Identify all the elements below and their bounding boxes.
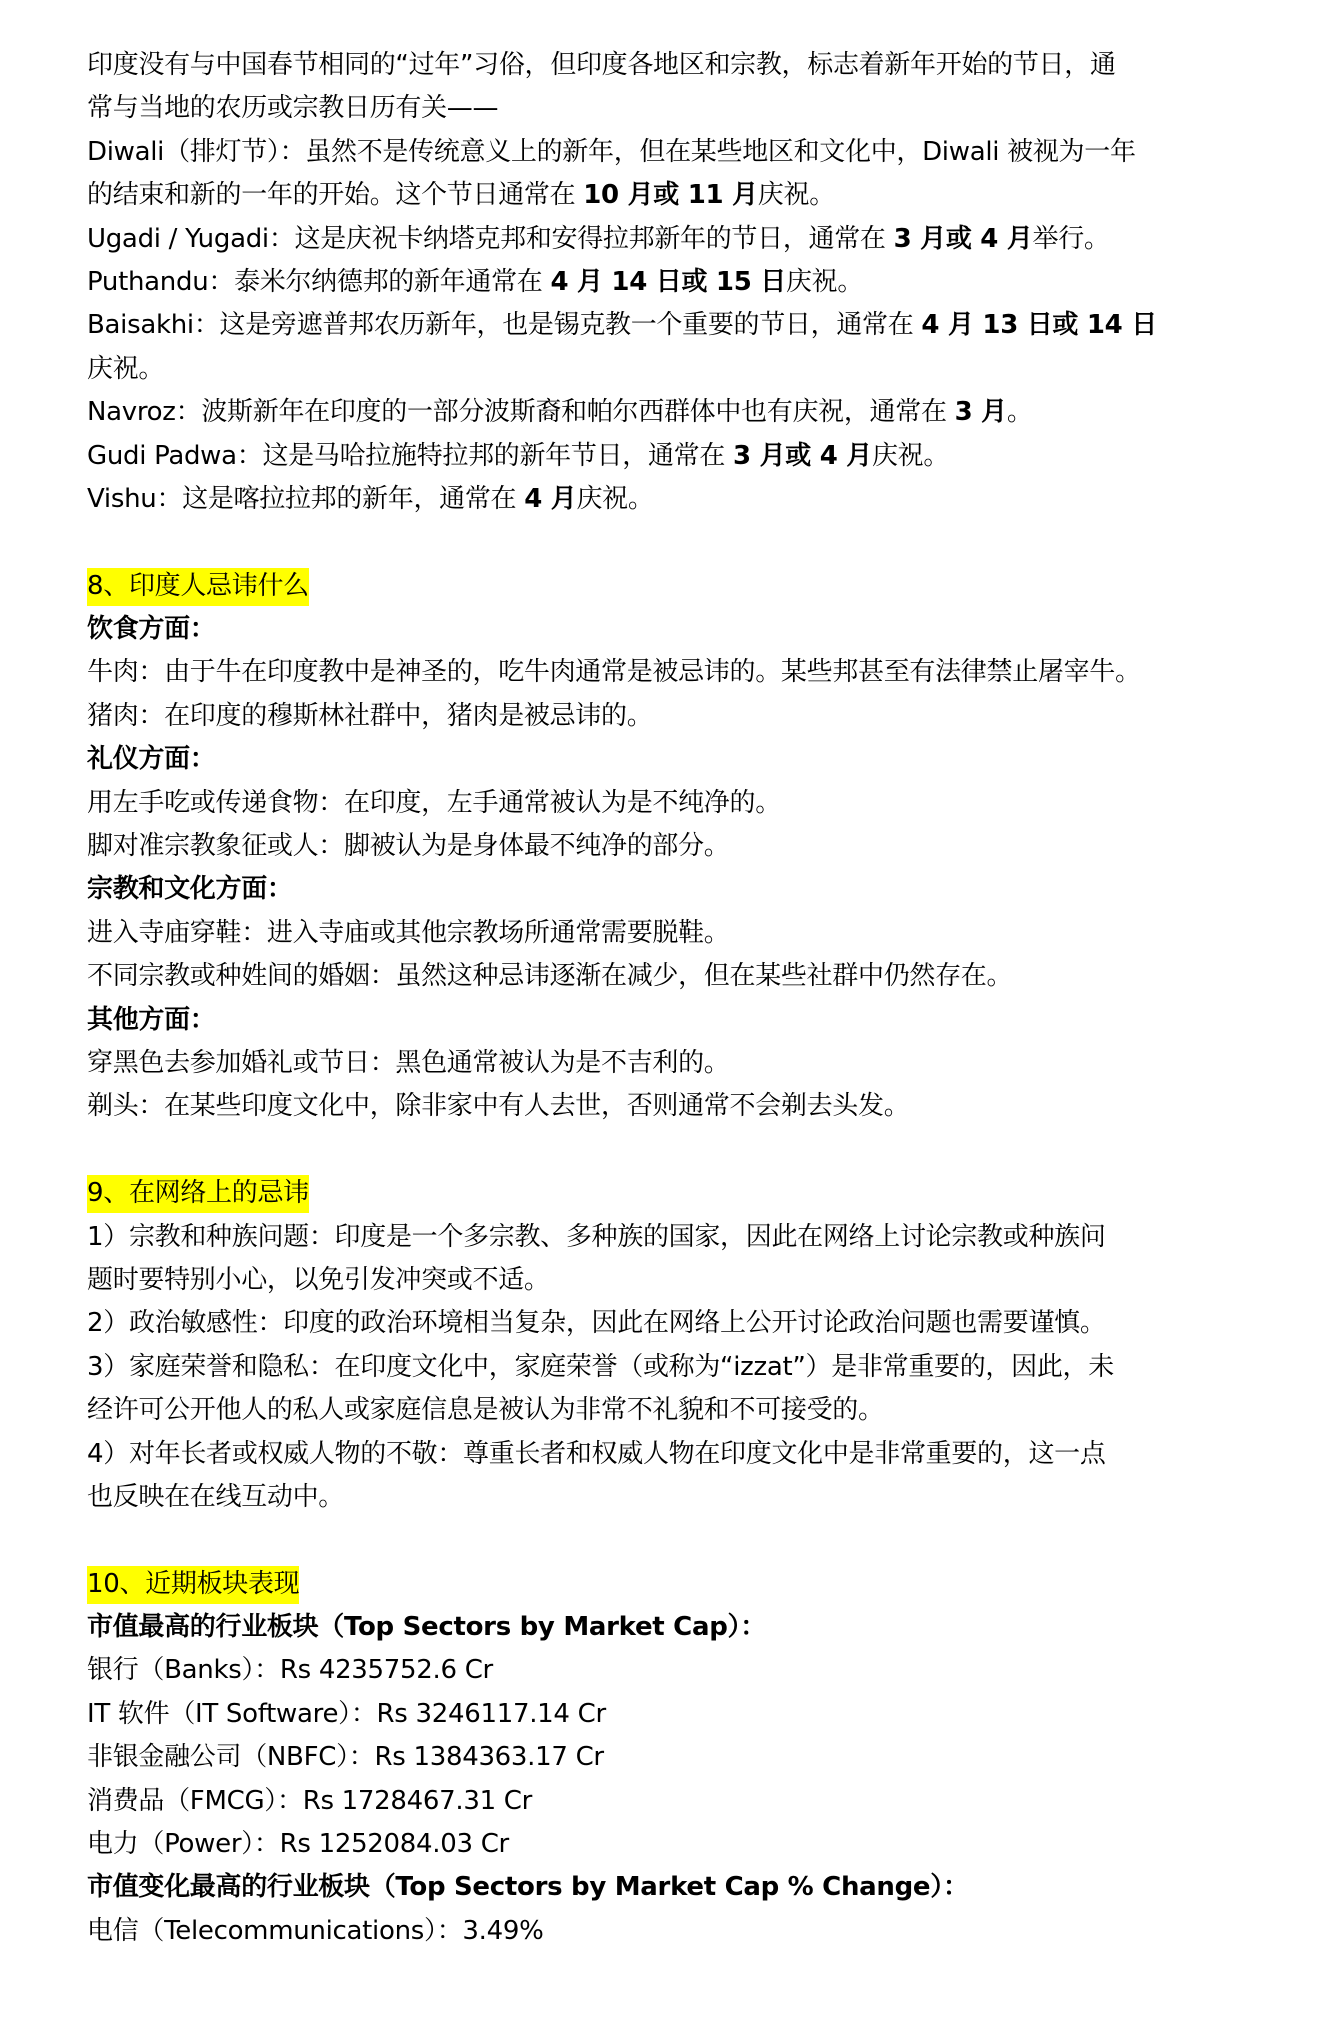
- taboo-item: 脚对准宗教象征或人：脚被认为是身体最不纯净的部分。: [87, 831, 730, 862]
- taboo-item: 猪肉：在印度的穆斯林社群中，猪肉是被忌讳的。: [87, 700, 653, 731]
- online-taboo-line: 4）对年长者或权威人物的不敬：尊重长者和权威人物在印度文化中是非常重要的，这一点: [87, 1438, 1106, 1469]
- section-8-heading: [87, 565, 1247, 608]
- festival-date: 3 月或 4 月: [733, 440, 872, 471]
- festival-text: Navroz：波斯新年在印度的一部分波斯裔和帕尔西群体中也有庆祝，通常在: [87, 397, 955, 428]
- festival-text: 庆祝。: [757, 180, 835, 211]
- taboo-item: 进入寺庙穿鞋：进入寺庙或其他宗教场所通常需要脱鞋。: [87, 917, 730, 948]
- taboo-item: 牛肉：由于牛在印度教中是神圣的，吃牛肉通常是被忌讳的。某些邦甚至有法律禁止屠宰牛。: [87, 657, 1141, 688]
- festival-navroz: [87, 391, 1247, 434]
- festival-diwali-cont: [87, 174, 1247, 217]
- blank-line: [87, 1129, 1247, 1172]
- festival-date: 10 月或 11 月: [583, 180, 758, 211]
- festival-text: 庆祝。: [871, 440, 950, 471]
- online-taboo-line: 也反映在在线互动中。: [87, 1481, 345, 1512]
- subheading-other: 其他方面：: [87, 1004, 216, 1035]
- festival-text: Puthandu：泰米尔纳德邦的新年通常在: [87, 266, 551, 297]
- blank-line: [87, 521, 1247, 564]
- festival-date: 4 月 13 日或 14 日: [921, 310, 1157, 341]
- festival-text: 的结束和新的一年的开始。这个节日通常在: [87, 180, 584, 211]
- subheading-etiquette: 礼仪方面：: [87, 744, 216, 775]
- festival-baisakhi: [87, 304, 1247, 347]
- market-cap-title: 市值最高的行业板块（Top Sectors by Market Cap）：: [87, 1612, 766, 1643]
- festival-baisakhi-cont: [87, 348, 1247, 391]
- festival-text: 庆祝。: [576, 483, 654, 514]
- intro-line: 印度没有与中国春节相同的“过年”习俗，但印度各地区和宗教，标志着新年开始的节日，通: [87, 50, 1116, 80]
- festival-vishu: [87, 478, 1247, 521]
- online-taboo-line: 1）宗教和种族问题：印度是一个多宗教、多种族的国家，因此在网络上讨论宗教或种族问: [87, 1221, 1106, 1252]
- festival-text: 举行。: [1032, 223, 1110, 254]
- sector-item: 电力（Power）：Rs 1252084.03 Cr: [87, 1829, 509, 1860]
- sector-item: 非银金融公司（NBFC）：Rs 1384363.17 Cr: [87, 1742, 604, 1773]
- online-taboo-line: 3）家庭荣誉和隐私：在印度文化中，家庭荣誉（或称为“izzat”）是非常重要的，因此，未: [87, 1351, 1114, 1382]
- highlighted-heading: 9、在网络上的忌讳: [87, 1175, 309, 1213]
- sector-change-item: 电信（Telecommunications）：3.49%: [87, 1915, 544, 1946]
- online-taboo-line: 2）政治敏感性：印度的政治环境相当复杂，因此在网络上公开讨论政治问题也需要谨慎。: [87, 1308, 1106, 1339]
- festival-text: 庆祝。: [785, 266, 864, 297]
- taboo-item: 剃头：在某些印度文化中，除非家中有人去世，否则通常不会剃去头发。: [87, 1091, 910, 1122]
- festival-puthandu: [87, 261, 1247, 304]
- festival-date: 4 月: [524, 483, 577, 514]
- sector-item: 银行（Banks）：Rs 4235752.6 Cr: [87, 1655, 493, 1686]
- festival-text: Baisakhi：这是旁遮普邦农历新年，也是锡克教一个重要的节日，通常在: [87, 310, 922, 341]
- festival-text: Vishu：这是喀拉拉邦的新年，通常在: [87, 483, 525, 514]
- festival-text: Diwali（排灯节）：虽然不是传统意义上的新年，但在某些地区和文化中，Diwali 被视为一年: [87, 136, 1136, 167]
- sector-item: IT 软件（IT Software）：Rs 3246117.14 Cr: [87, 1698, 606, 1729]
- subheading-religion-culture: 宗教和文化方面：: [87, 874, 293, 905]
- market-cap-change-title: 市值变化最高的行业板块（Top Sectors by Market Cap % Change）：: [87, 1872, 969, 1903]
- intro-line: 常与当地的农历或宗教日历有关——: [87, 93, 499, 124]
- sector-item: 消费品（FMCG）：Rs 1728467.31 Cr: [87, 1785, 533, 1816]
- festival-text: Gudi Padwa：这是马哈拉施特拉邦的新年节日，通常在: [87, 440, 734, 471]
- festival-date: 3 月: [954, 397, 1007, 428]
- festival-text: Ugadi / Yugadi：这是庆祝卡纳塔克邦和安得拉邦新年的节日，通常在: [87, 223, 894, 254]
- festival-date: 4 月 14 日或 15 日: [550, 266, 786, 297]
- festival-text: 。: [1006, 397, 1033, 428]
- taboo-item: 不同宗教或种姓间的婚姻：虽然这种忌讳逐渐在减少，但在某些社群中仍然存在。: [87, 961, 1013, 992]
- highlighted-heading: 8、印度人忌讳什么: [87, 568, 309, 606]
- section-10-heading: [87, 1563, 1247, 1606]
- blank-line: [87, 1519, 1247, 1562]
- highlighted-heading: 10、近期板块表现: [87, 1566, 299, 1604]
- festival-date: 3 月或 4 月: [893, 223, 1033, 254]
- taboo-item: 穿黑色去参加婚礼或节日：黑色通常被认为是不吉利的。: [87, 1047, 730, 1078]
- section-9-heading: [87, 1172, 1247, 1215]
- festival-ugadi: [87, 218, 1247, 261]
- festival-gudi-padwa: [87, 435, 1247, 478]
- taboo-item: 用左手吃或传递食物：在印度，左手通常被认为是不纯净的。: [87, 787, 781, 818]
- online-taboo-line: 经许可公开他人的私人或家庭信息是被认为非常不礼貌和不可接受的。: [87, 1395, 884, 1426]
- online-taboo-line: 题时要特别小心，以免引发冲突或不适。: [87, 1264, 550, 1295]
- festival-diwali: [87, 131, 1247, 174]
- festival-text: 庆祝。: [87, 353, 165, 384]
- subheading-diet: 饮食方面：: [87, 614, 216, 645]
